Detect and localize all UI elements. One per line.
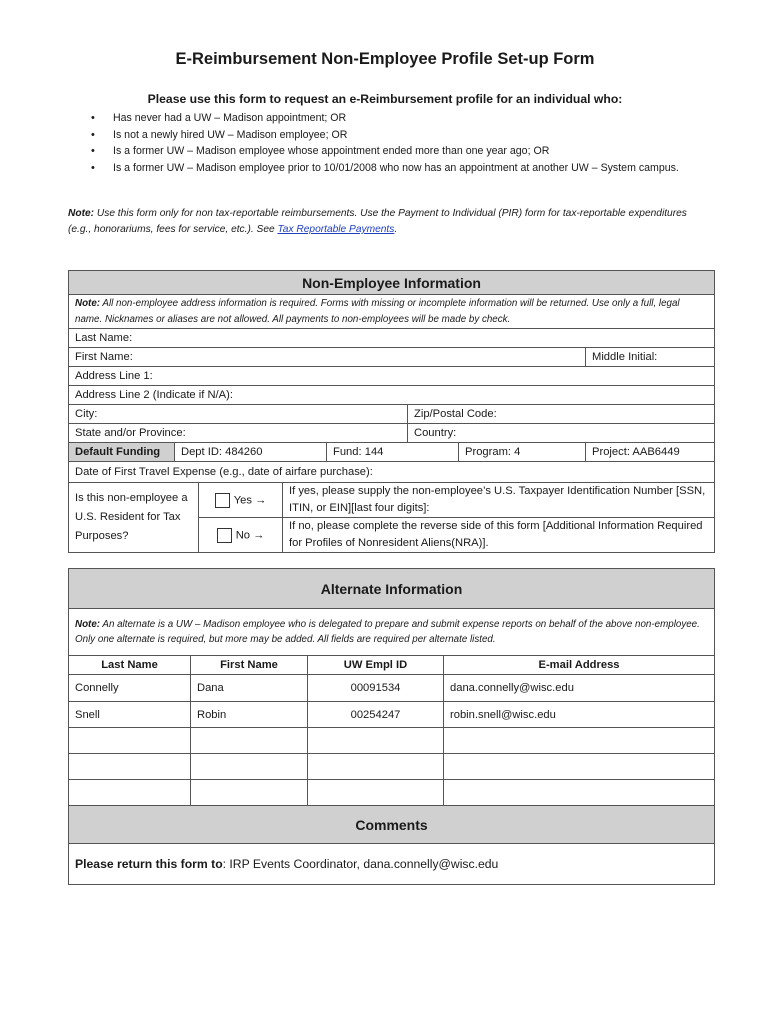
alt-email[interactable] xyxy=(444,728,715,754)
yes-label: Yes → xyxy=(233,493,267,506)
alt-last-name[interactable] xyxy=(69,780,191,806)
no-option[interactable] xyxy=(199,518,283,553)
travel-date-field[interactable]: Date of First Travel Expense (e.g., date of airfare purchase): xyxy=(69,462,715,483)
alt-email[interactable] xyxy=(444,754,715,780)
default-funding-label: Default Funding xyxy=(69,443,175,462)
usage-note xyxy=(68,206,708,238)
note-label: Note: xyxy=(68,208,95,219)
no-label: No → xyxy=(235,528,265,541)
note-end: . xyxy=(394,224,398,235)
alt-last-name[interactable]: Connelly xyxy=(69,675,191,702)
alternate-table xyxy=(68,568,715,885)
table-row xyxy=(69,780,715,806)
column-header-empl-id: UW Empl ID xyxy=(308,656,444,675)
fund-field[interactable]: Fund: 144 xyxy=(327,443,459,462)
alt-last-name[interactable] xyxy=(69,754,191,780)
list-item: • Is not a newly hired UW – Madison employee; OR xyxy=(88,127,708,144)
column-header-first-name: First Name xyxy=(191,656,308,675)
list-item: • Has never had a UW – Madison appointment; OR xyxy=(88,110,708,127)
alternate-note xyxy=(69,609,715,656)
no-instructions: If no, please complete the reverse side of this form [Additional Information Required for Profiles of Nonresident Aliens(NRA)]. xyxy=(283,518,715,553)
resident-question: Is this non-employee a U.S. Resident for Tax Purposes? xyxy=(69,483,199,553)
middle-initial-field[interactable]: Middle Initial: xyxy=(586,348,715,367)
alt-last-name[interactable]: Snell xyxy=(69,702,191,728)
return-text: : IRP Events Coordinator, dana.connelly@wisc.edu xyxy=(222,857,499,871)
project-field[interactable]: Project: AAB6449 xyxy=(586,443,715,462)
list-item: • Is a former UW – Madison employee whose appointment ended more than one year ago; OR xyxy=(88,143,708,160)
alt-email[interactable] xyxy=(444,780,715,806)
alt-empl-id[interactable] xyxy=(308,728,444,754)
last-name-field[interactable]: Last Name: xyxy=(69,329,715,348)
country-field[interactable]: Country: xyxy=(408,424,715,443)
section-heading-alternate: Alternate Information xyxy=(69,569,715,609)
non-employee-note xyxy=(69,295,715,329)
alt-empl-id[interactable]: 00254247 xyxy=(308,702,444,728)
alt-first-name[interactable] xyxy=(191,754,308,780)
alt-first-name[interactable] xyxy=(191,780,308,806)
table-row xyxy=(69,754,715,780)
city-field[interactable]: City: xyxy=(69,405,408,424)
note-text: An alternate is a UW – Madison employee who is delegated to prepare and submit expense reports on behalf of the above non-employee. Only one alternate is required, but more may be added. All fields are required per alternate listed. xyxy=(75,618,700,645)
alt-first-name[interactable] xyxy=(191,728,308,754)
alt-empl-id[interactable]: 00091534 xyxy=(308,675,444,702)
form-title: E-Reimbursement Non-Employee Profile Set-up Form xyxy=(175,50,595,68)
no-checkbox[interactable] xyxy=(217,528,232,543)
first-name-field[interactable]: First Name: xyxy=(69,348,586,367)
alt-first-name[interactable]: Dana xyxy=(191,675,308,702)
tax-reportable-payments-link[interactable]: Tax Reportable Payments xyxy=(277,224,395,235)
intro-text: Please use this form to request an e-Reimbursement profile for an individual who: xyxy=(147,92,623,106)
note-text: All non-employee address information is required. Forms with missing or incomplete information will be returned. Use only a full, legal name. Nicknames or aliases are not allowed. All payments to non-employees will be made by check. xyxy=(75,298,680,325)
zip-field[interactable]: Zip/Postal Code: xyxy=(408,405,715,424)
table-row xyxy=(69,702,715,728)
program-field[interactable]: Program: 4 xyxy=(459,443,586,462)
section-heading-comments: Comments xyxy=(69,806,715,844)
alt-empl-id[interactable] xyxy=(308,754,444,780)
address-line-1-field[interactable]: Address Line 1: xyxy=(69,367,715,386)
column-header-last-name: Last Name xyxy=(69,656,191,675)
table-row xyxy=(69,675,715,702)
criteria-list xyxy=(88,110,708,176)
non-employee-table xyxy=(68,270,715,553)
list-item: • Is a former UW – Madison employee prior to 10/01/2008 who now has an appointment at another UW – System campus. xyxy=(88,160,708,177)
return-label: Please return this form to xyxy=(75,857,223,871)
note-text: Use this form only for non tax-reportable reimbursements. Use the Payment to Individual (PIR) form for tax-reportable expenditures (e.g., honorariums, fees for service, etc.). See xyxy=(68,208,687,235)
yes-option[interactable] xyxy=(199,483,283,518)
table-row xyxy=(69,728,715,754)
alt-empl-id[interactable] xyxy=(308,780,444,806)
yes-checkbox[interactable] xyxy=(215,493,230,508)
alt-first-name[interactable]: Robin xyxy=(191,702,308,728)
column-header-email: E-mail Address xyxy=(444,656,715,675)
dept-id-field[interactable]: Dept ID: 484260 xyxy=(175,443,327,462)
yes-instructions: If yes, please supply the non-employee’s U.S. Taxpayer Identification Number [SSN, ITIN, or EIN][last four digits]: xyxy=(283,483,715,518)
state-field[interactable]: State and/or Province: xyxy=(69,424,408,443)
address-line-2-field[interactable]: Address Line 2 (Indicate if N/A): xyxy=(69,386,715,405)
note-label: Note: xyxy=(75,618,101,630)
alt-email[interactable]: dana.connelly@wisc.edu xyxy=(444,675,715,702)
alt-email[interactable]: robin.snell@wisc.edu xyxy=(444,702,715,728)
alt-last-name[interactable] xyxy=(69,728,191,754)
section-heading-non-employee: Non-Employee Information xyxy=(69,271,715,295)
return-instructions xyxy=(69,844,715,885)
note-label: Note: xyxy=(75,298,101,309)
